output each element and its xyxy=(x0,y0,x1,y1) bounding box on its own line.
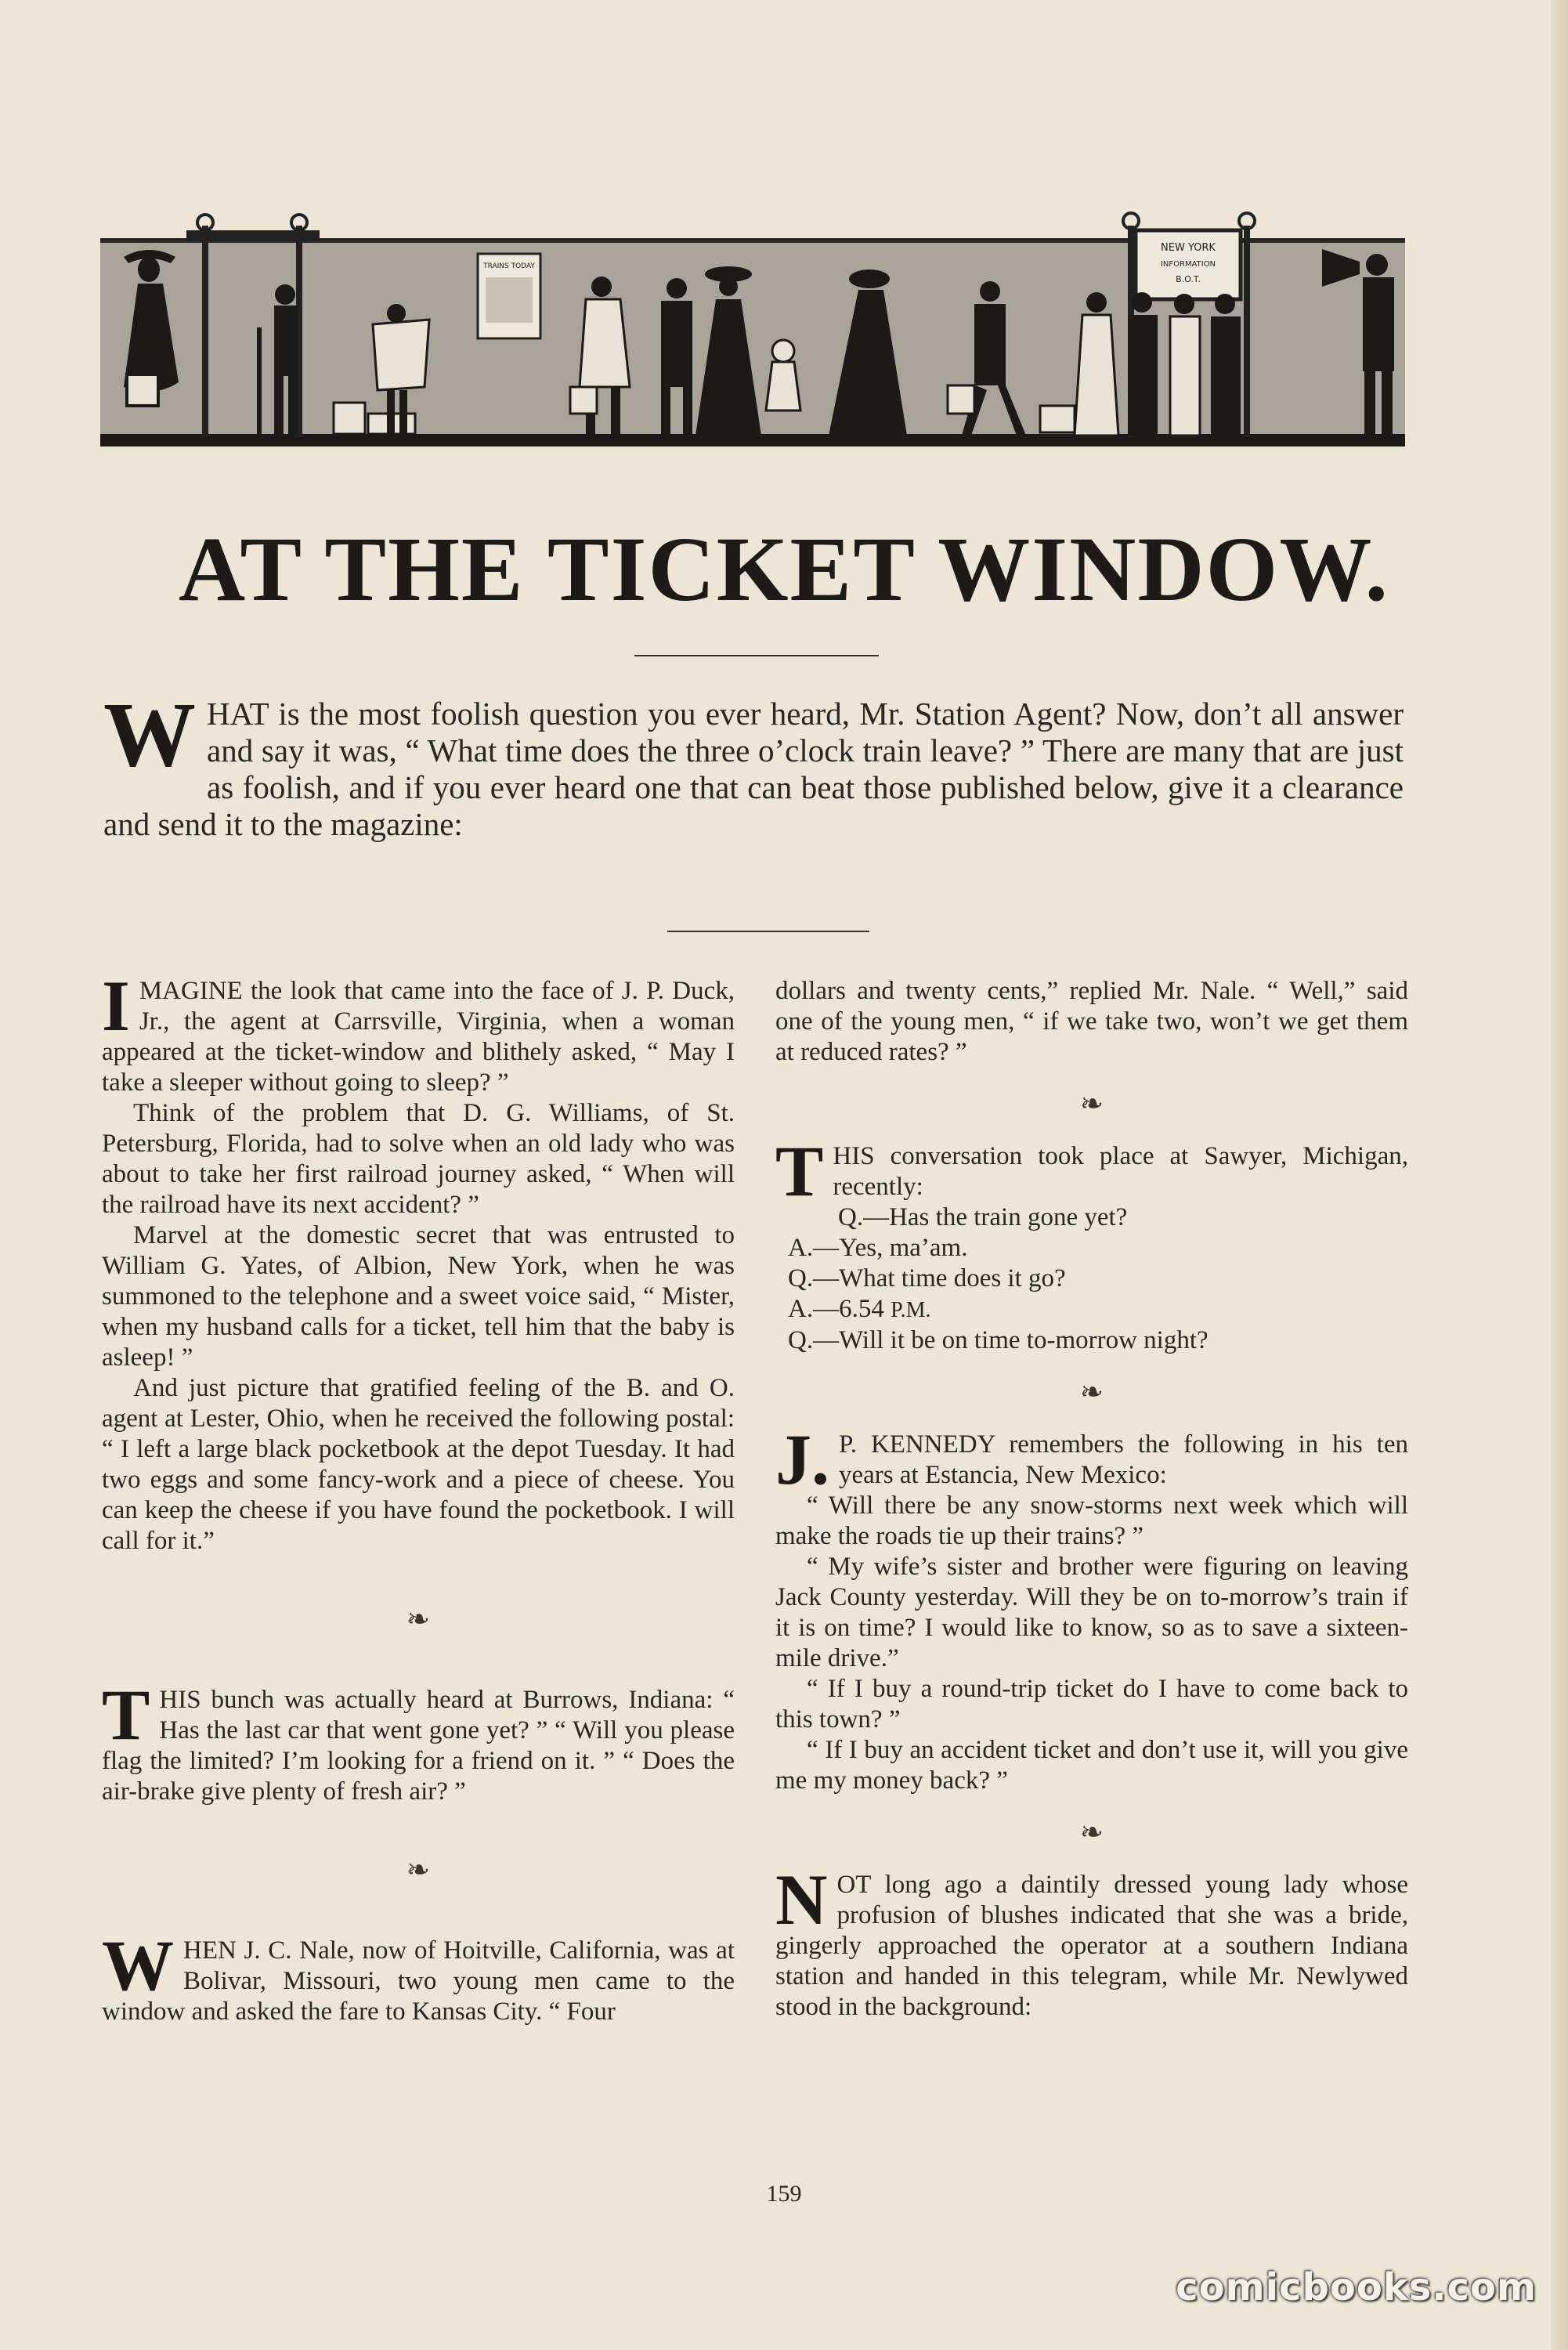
dropcap-w: W xyxy=(102,1925,174,2005)
paragraph-indiana-bride xyxy=(775,1860,1408,2023)
intro-divider xyxy=(667,931,869,932)
paragraph-sawyer xyxy=(775,1131,1408,1211)
ornament-divider: ❧ xyxy=(406,1854,431,1885)
right-column xyxy=(775,976,1408,2023)
station-illustration xyxy=(100,202,1405,454)
paragraph-nale-continued: dollars and twenty cents,” replied Mr. Nale. “ Well,” said one of the young men, “ if we take two, won’t we get them at reduced rates? ” xyxy=(775,977,1408,1066)
paragraph-burrows xyxy=(102,1675,735,1807)
paragraph-st-petersburg: Think of the problem that D. G. Williams, of St. Petersburg, Florida, had to solve when an old lady who was about to take her first railroad journey asked, “ When will the railroad have its next accident? ” xyxy=(102,1099,735,1219)
ornament-divider: ❧ xyxy=(1079,1817,1104,1848)
qa-line: Q.—Will it be on time to-morrow night? xyxy=(788,1326,1209,1354)
paragraph-sawyer-text: HIS conversation took place at Sawyer, Michigan, recently: xyxy=(833,1142,1408,1201)
paragraph-bolivar xyxy=(102,1925,735,2027)
page-edge xyxy=(1551,0,1568,2350)
title-divider xyxy=(634,655,879,656)
qa-line: A.—Yes, ma’am. xyxy=(788,1234,968,1262)
banner-floor xyxy=(100,434,1405,446)
dropcap-j: J. xyxy=(775,1419,829,1499)
quote-jack-county: “ My wife’s sister and brother were figuring on leaving Jack County yesterday. Will they be on to-morrow’s train if it is on time? I would like to know, so as to save a sixteen-mile drive.” xyxy=(775,1553,1408,1672)
ornament-divider: ❧ xyxy=(406,1603,431,1635)
watermark-logo: comicbooks.com xyxy=(1176,2265,1537,2309)
paragraph-carrsville-text: MAGINE the look that came into the face of J. P. Duck, Jr., the agent at Carrsville, Virginia, when a woman appeared at the ticket-window and blithely asked, “ May I take a sleeper without going to sleep? ” xyxy=(102,977,735,1097)
paragraph-bolivar-text: HEN J. C. Nale, now of Hoitville, California, was at Bolivar, Missouri, two young men came to the window and asked the fare to Kansas City. “ Four xyxy=(102,1936,735,2026)
qa-time: A.—6.54 xyxy=(788,1295,884,1323)
qa-line: Q.—Has the train gone yet? xyxy=(838,1203,1128,1231)
paragraph-estancia-text: P. KENNEDY remembers the following in his ten years at Estancia, New Mexico: xyxy=(839,1430,1408,1489)
paragraph-albion: Marvel at the domestic secret that was entrusted to William G. Yates, of Albion, New York, when he was summoned to the telephone and a sweet voice said, “ Mister, when my husband calls for a ticket, tell him that the baby is asleep! ” xyxy=(102,1221,735,1372)
intro-text: HAT is the most foolish question you ever heard, Mr. Station Agent? Now, don’t all answer and say it was, “ What time does the three o’clock train leave? ” There are many that are just as foolish, and if you ever heard one that can beat those published below, give it a clearance and send it to the magazine: xyxy=(103,696,1404,842)
paragraph-burrows-text: HIS bunch was actually heard at Burrows, Indiana: “ Has the last car that went gone yet? ” “ Will you please flag the limited? I’m looking for a friend on it. ” “ Does the air-brake give plenty of fresh air? ” xyxy=(102,1686,735,1806)
dropcap-n: N xyxy=(775,1860,828,1940)
dropcap-i: I xyxy=(102,966,130,1046)
left-column xyxy=(102,966,735,2027)
qa-line xyxy=(775,1294,1408,1325)
page-number: 159 xyxy=(766,2181,802,2207)
intro-paragraph xyxy=(103,683,1404,843)
sign-text-1: NEW YORK xyxy=(1161,242,1216,254)
dropcap-t: T xyxy=(775,1131,824,1211)
qa-time-suffix: P.M. xyxy=(891,1298,931,1322)
paragraph-indiana-bride-text: OT long ago a daintily dressed young lady whose profusion of blushes indicated that she was a bride, gingerly approached the operator at a southern Indiana station and handed in this telegram, while Mr. Newlywed stood in the background: xyxy=(775,1871,1408,2021)
paragraph-lester: And just picture that gratified feeling of the B. and O. agent at Lester, Ohio, when he received the following postal: “ I left a large black pocketbook at the depot Tuesday. It had two eggs and some fancy-work and a piece of cheese. You can keep the cheese if you have found the pocketbook. I will call for it.” xyxy=(102,1374,735,1555)
ornament-divider: ❧ xyxy=(1079,1088,1104,1119)
ornament-divider: ❧ xyxy=(1079,1376,1104,1408)
quote-snow-storms: “ Will there be any snow-storms next week which will make the roads tie up their trains? ” xyxy=(775,1491,1408,1550)
paragraph-carrsville xyxy=(102,966,735,1098)
paragraph-estancia xyxy=(775,1419,1408,1499)
sign-text-3: B.O.T. xyxy=(1176,274,1201,284)
qa-line: Q.—What time does it go? xyxy=(788,1264,1066,1292)
dropcap-t: T xyxy=(102,1675,150,1755)
station-scene-drawing xyxy=(100,202,1405,454)
intro-dropcap: W xyxy=(103,683,196,786)
article-title: AT THE TICKET WINDOW. xyxy=(178,518,1390,620)
quote-accident-ticket: “ If I buy an accident ticket and don’t use it, will you give me my money back? ” xyxy=(775,1736,1408,1795)
poster-text: TRAINS TODAY xyxy=(483,262,535,270)
quote-round-trip: “ If I buy a round-trip ticket do I have to come back to this town? ” xyxy=(775,1675,1408,1734)
sign-text-2: INFORMATION xyxy=(1160,260,1216,269)
